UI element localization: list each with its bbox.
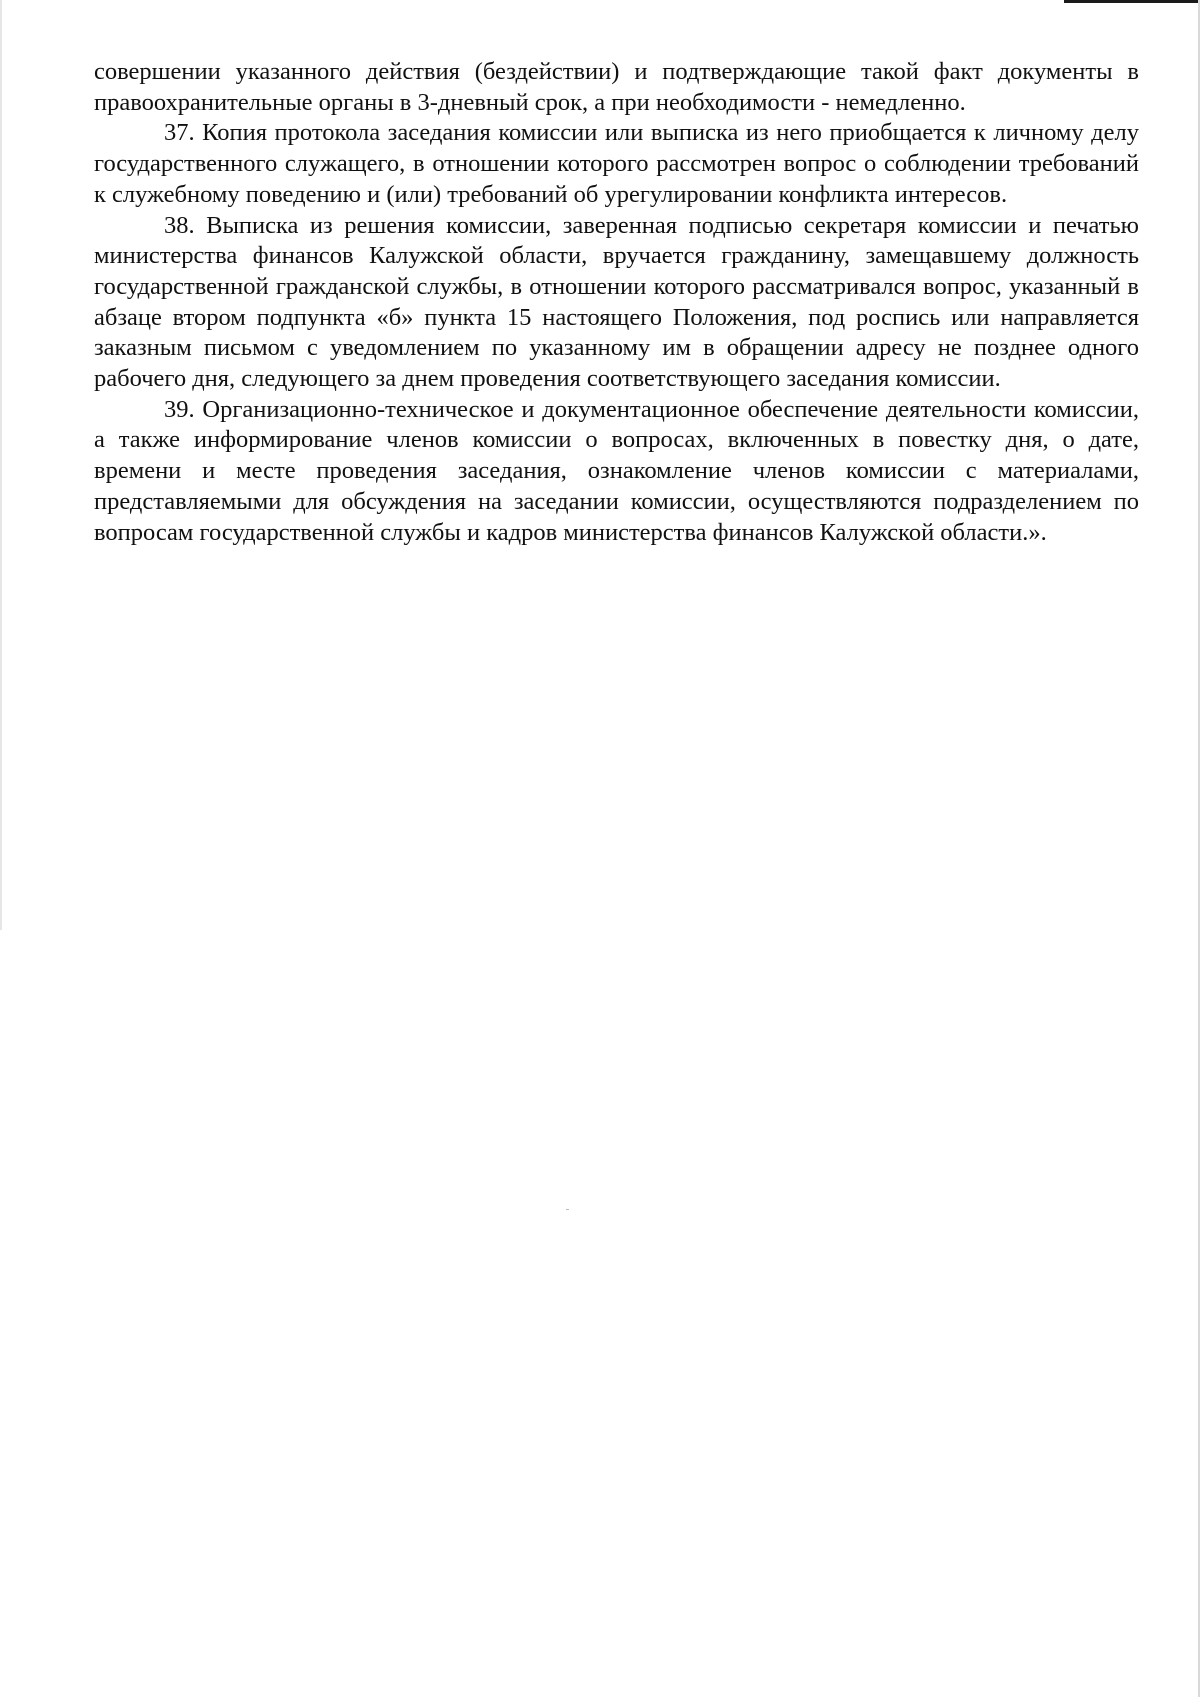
paragraph-39: 39. Организационно-техническое и документационное обеспечение деятельности комиссии, а также информирование членов комиссии о вопросах, включенных в повестку дня, о дате, времени и месте проведения заседания, ознакомление членов комиссии с материалами, представляемыми для обсуждения на заседании комиссии, осуществляются подразделением по вопросам государственной службы и кадров министерства финансов Калужской области.».	[94, 395, 1139, 546]
scan-edge-left	[0, 0, 2, 930]
paragraph-38: 38. Выписка из решения комиссии, заверенная подписью секретаря комиссии и печатью министерства финансов Калужской области, вручается гражданину, замещавшему должность государственной гражданской службы, в отношении которого рассматривался вопрос, указанный в абзаце втором подпункта «б» пункта 15 настоящего Положения, под роспись или направляется заказным письмом с уведомлением по указанному им в обращении адресу не позднее одного рабочего дня, следующего за днем проведения соответствующего заседания комиссии.	[94, 211, 1139, 393]
scan-speck	[566, 1209, 569, 1210]
document-body	[94, 57, 1139, 548]
scan-edge-top	[1064, 0, 1200, 3]
paragraph-continuation: совершении указанного действия (бездействии) и подтверждающие такой факт документы в правоохранительные органы в 3-дневный срок, а при необходимости - немедленно.	[94, 58, 1139, 116]
paragraph-37: 37. Копия протокола заседания комиссии или выписка из него приобщается к личному делу государственного служащего, в отношении которого рассмотрен вопрос о соблюдении требований к служебному поведению и (или) требований об урегулировании конфликта интересов.	[94, 119, 1139, 208]
